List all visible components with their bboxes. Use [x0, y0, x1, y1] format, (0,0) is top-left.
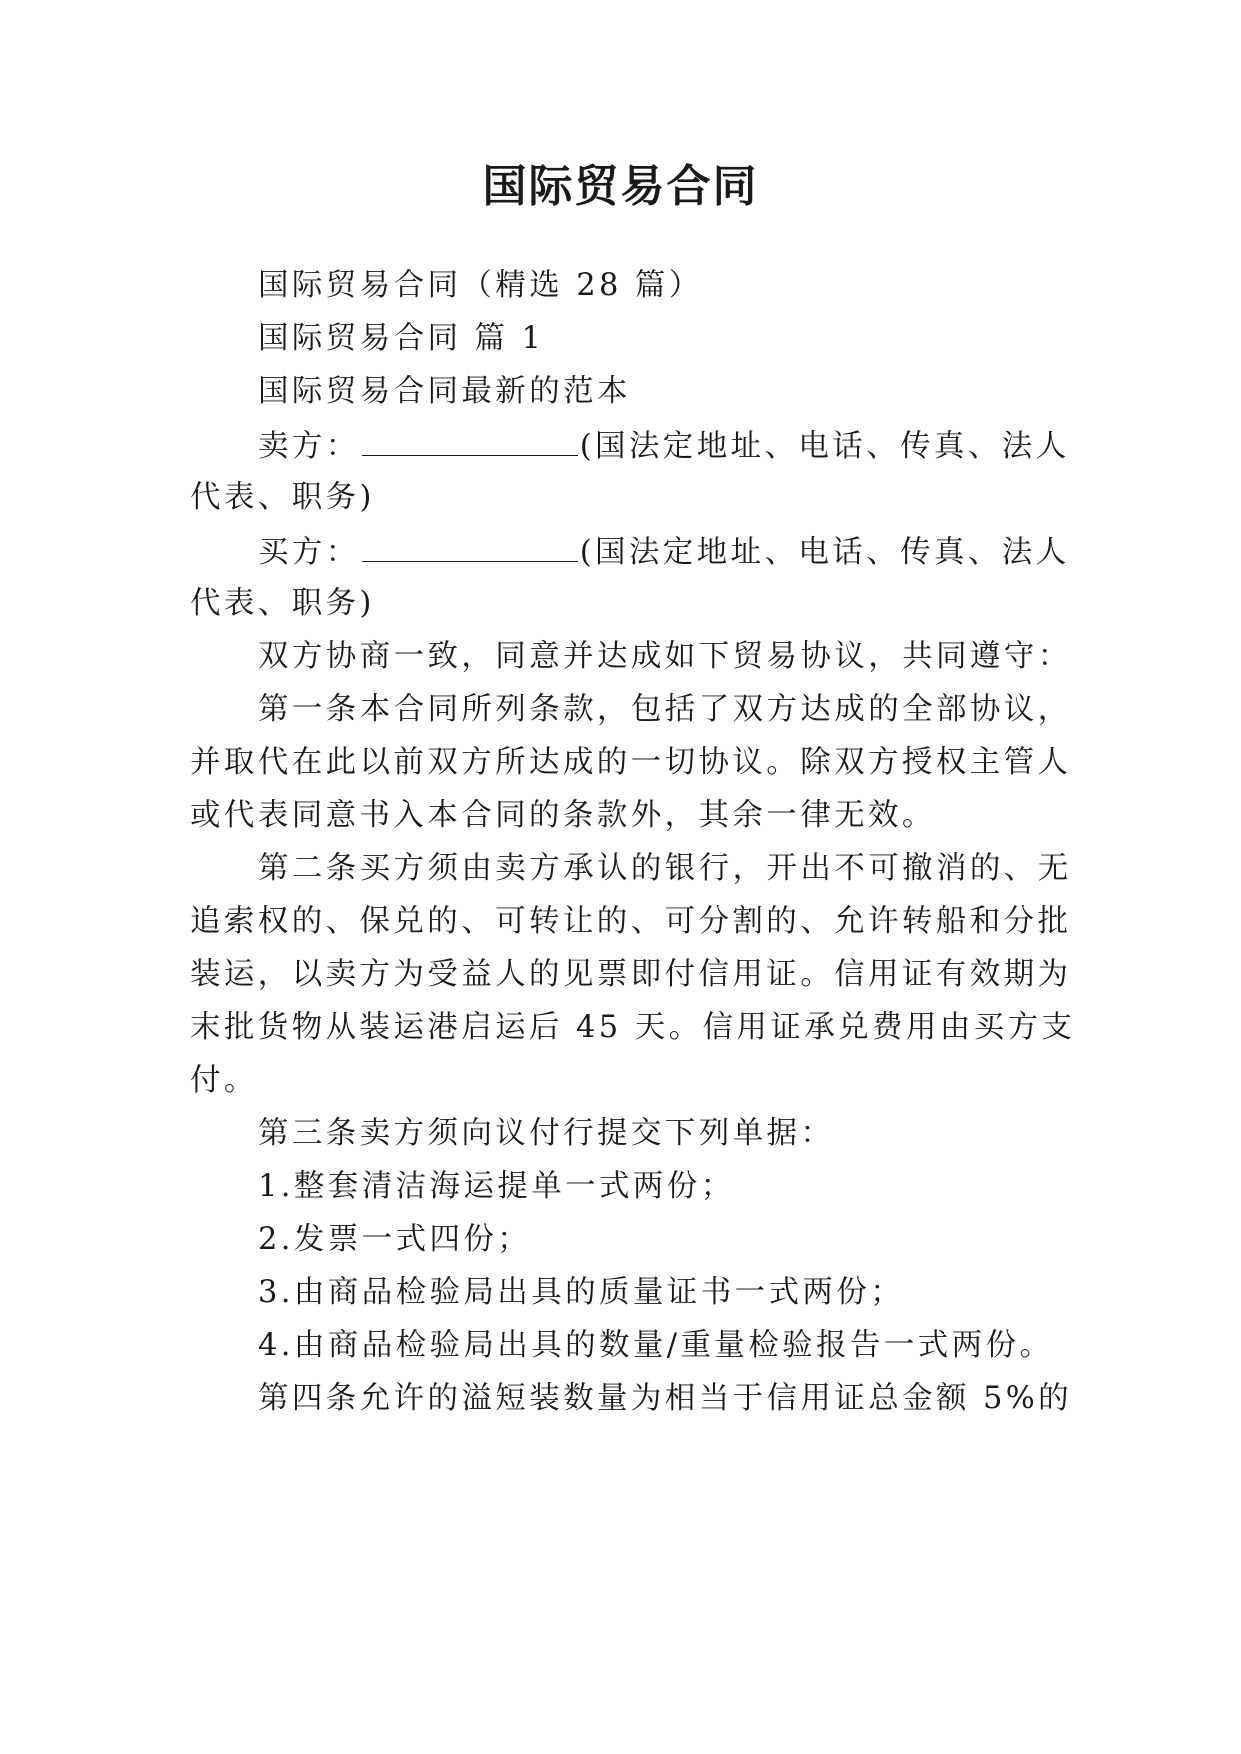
- buyer-note: (国法定地址、电话、传真、法人: [579, 535, 1070, 570]
- paragraph-line: 第二条买方须由卖方承认的银行，开出不可撤消的、无: [258, 851, 1072, 886]
- document-title: 国际贸易合同: [482, 161, 759, 212]
- paragraph-line: 国际贸易合同 篇 1: [258, 321, 545, 356]
- paragraph-line: 或代表同意书入本合同的条款外，其余一律无效。: [190, 798, 936, 833]
- paragraph-line: 并取代在此以前双方所达成的一切协议。除双方授权主管人: [190, 745, 1072, 780]
- list-item: 2.发票一式四份；: [258, 1222, 532, 1257]
- buyer-line: [258, 531, 1070, 573]
- paragraph-line: 末批货物从装运港启运后 45 天。信用证承兑费用由买方支: [190, 1010, 1076, 1045]
- paragraph-line: 装运，以卖方为受益人的见票即付信用证。信用证有效期为: [190, 957, 1072, 992]
- buyer-label: 买方：: [258, 535, 360, 570]
- paragraph-line: 代表、职务): [190, 480, 375, 515]
- paragraph-line: 第一条本合同所列条款，包括了双方达成的全部协议，: [258, 692, 1072, 727]
- list-item: 3.由商品检验局出具的质量证书一式两份；: [258, 1275, 905, 1310]
- paragraph-line: 国际贸易合同最新的范本: [258, 374, 631, 409]
- paragraph-line: 付。: [190, 1063, 258, 1098]
- list-item: 1.整套清洁海运提单一式两份；: [258, 1169, 735, 1204]
- paragraph-line: 双方协商一致，同意并达成如下贸易协议，共同遵守：: [258, 639, 1072, 674]
- paragraph-line: 第四条允许的溢短装数量为相当于信用证总金额 5%的: [258, 1381, 1073, 1416]
- list-item: 4.由商品检验局出具的数量/重量检验报告一式两份。: [258, 1328, 1054, 1363]
- seller-line: [258, 425, 1070, 467]
- paragraph-line: 国际贸易合同（精选 28 篇）: [258, 268, 703, 303]
- buyer-blank: [362, 531, 578, 562]
- paragraph-line: 第三条卖方须向议付行提交下列单据：: [258, 1116, 835, 1151]
- seller-blank: [362, 425, 578, 456]
- paragraph-line: 代表、职务): [190, 586, 375, 621]
- paragraph-line: 追索权的、保兑的、可转让的、可分割的、允许转船和分批: [190, 904, 1072, 939]
- seller-note: (国法定地址、电话、传真、法人: [579, 429, 1070, 464]
- seller-label: 卖方：: [258, 429, 360, 464]
